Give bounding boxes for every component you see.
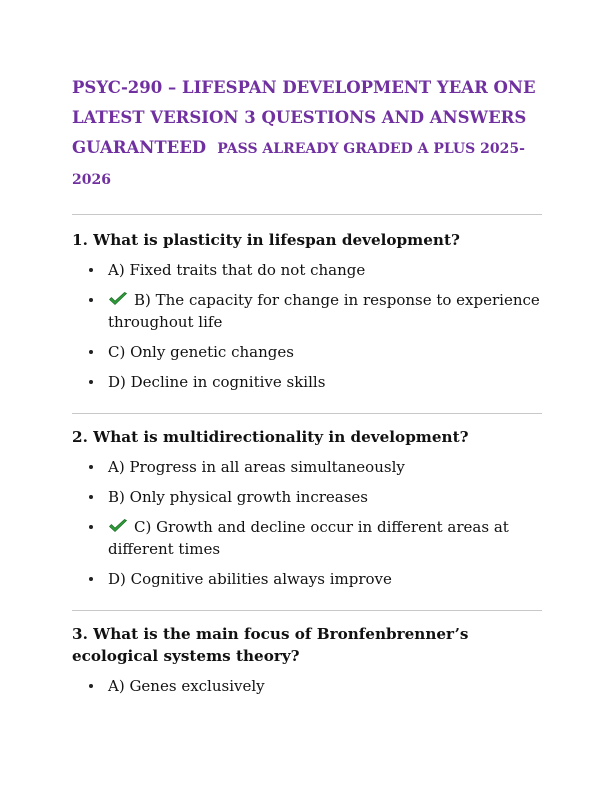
question-block-2 [72,426,542,590]
check-mark-icon [108,519,128,533]
answer-option-text: D) Cognitive abilities always improve [108,570,392,588]
answer-option [72,675,542,697]
answer-option-text: A) Genes exclusively [108,677,265,695]
divider [72,413,542,414]
document-title [72,70,542,192]
answer-option [72,259,542,281]
check-mark-icon [108,292,128,306]
answer-option [72,371,542,393]
question-text: 1. What is plasticity in lifespan development? [72,231,460,249]
answer-options [72,259,542,393]
divider [72,214,542,215]
question-text: 2. What is multidirectionality in development? [72,428,469,446]
answer-option-text: B) The capacity for change in response to experience throughout life [108,291,540,331]
divider [72,610,542,611]
answer-option-text: D) Decline in cognitive skills [108,373,326,391]
answer-option-text: A) Progress in all areas simultaneously [108,458,405,476]
document-title-main: PSYC-290 – LIFESPAN DEVELOPMENT YEAR ONE LATEST VERSION 3 QUESTIONS AND ANSWERS GUARANTEED [72,78,536,157]
answer-option-correct [72,516,542,560]
answer-options [72,675,542,697]
answer-option-correct [72,289,542,333]
answer-option [72,456,542,478]
answer-option [72,341,542,363]
answer-option-text: C) Only genetic changes [108,343,294,361]
answer-option-text: B) Only physical growth increases [108,488,369,506]
question-text: 3. What is the main focus of Bronfenbrenner’s ecological systems theory? [72,625,469,665]
answer-option-text: A) Fixed traits that do not change [108,261,366,279]
answer-options [72,456,542,590]
answer-option [72,568,542,590]
question-block-3 [72,623,542,697]
question-block-1 [72,229,542,393]
document-title-suffix: PASS ALREADY GRADED A PLUS 2025-2026 [72,141,525,188]
answer-option-text: C) Growth and decline occur in different areas at different times [108,518,509,558]
answer-option [72,486,542,508]
document-page [72,70,542,697]
